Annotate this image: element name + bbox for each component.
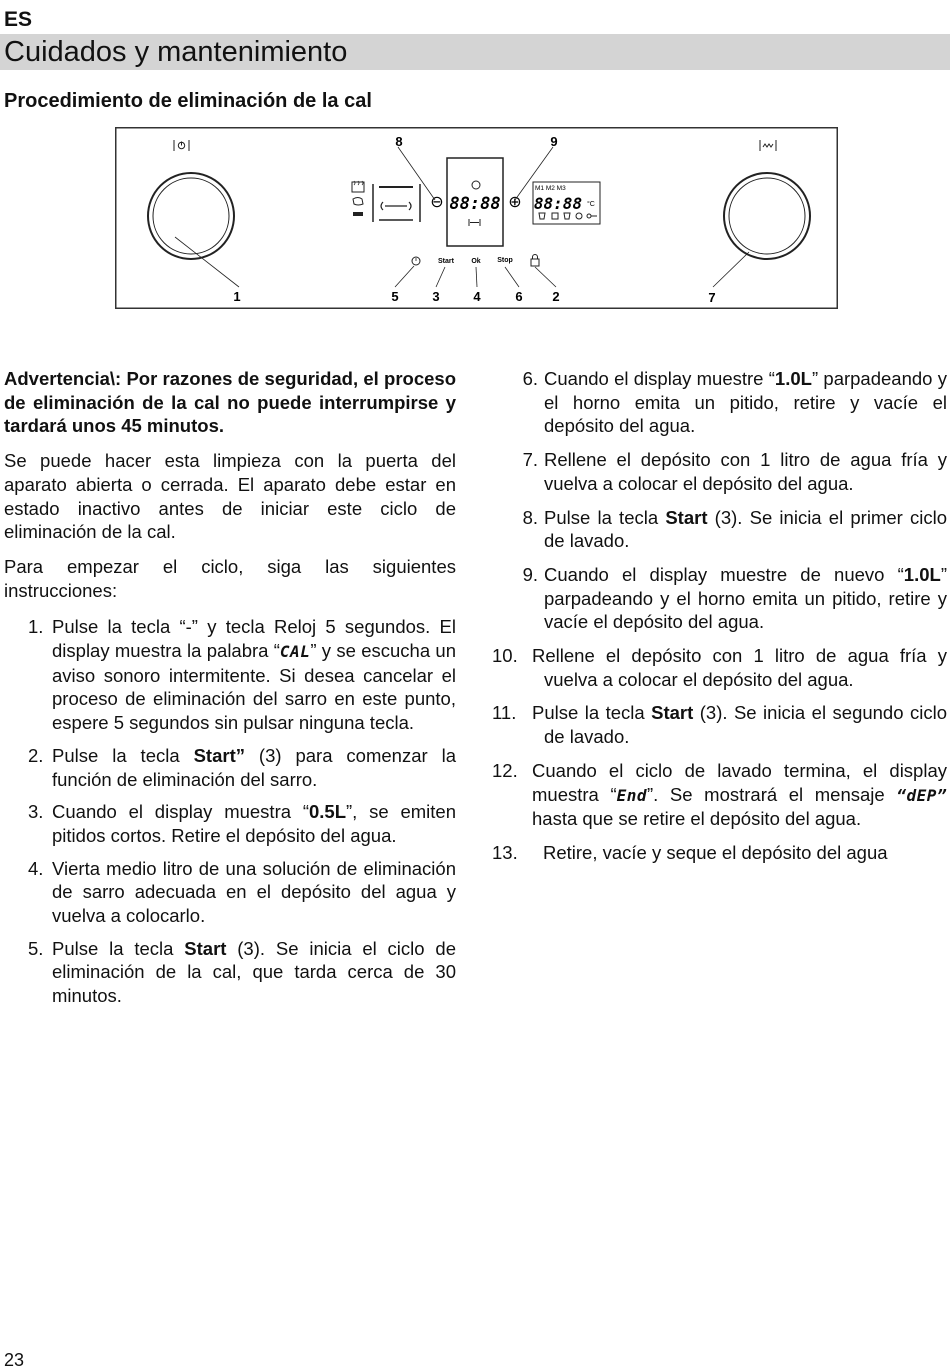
list-item: 5. Pulse la tecla Start (3). Se inicia el ciclo de eliminación de la cal, que tarda cerca de 30 minutos. [28, 937, 456, 1007]
minus-button: ⊖ [430, 192, 444, 211]
list-item: 8. Pulse la tecla Start (3). Se inicia el primer ciclo de lavado. [492, 506, 947, 553]
instructions-intro: Para empezar el ciclo, siga las siguientes instrucciones: [4, 555, 456, 601]
list-item: 13. Retire, vacíe y seque el depósito del agua [492, 841, 888, 863]
list-item: 6. Cuando el display muestre “1.0L” parpadeando y el horno emita un pitido, retire y vacíe el depósito del agua. [492, 367, 947, 438]
right-column [492, 367, 947, 875]
step-number: 4. [28, 857, 44, 879]
start-button: Start [438, 258, 454, 265]
step-number: 12. [492, 759, 518, 781]
steps-list-right [492, 367, 947, 865]
clock-digits: 88:88 [449, 194, 501, 214]
callout-8: 8 [395, 134, 403, 149]
memory-labels: M1 M2 M3 [535, 185, 566, 192]
plus-button: ⊕ [508, 192, 522, 211]
step-number: 10. [492, 645, 518, 667]
list-item: 1. Pulse la tecla “-” y tecla Reloj 5 segundos. El display muestra la palabra “CAL” y se escucha un aviso sonoro intermitente. Si desea cancelar el proceso de eliminación del sarro en este punto, espere 5 segundos sin pulsar ninguna tecla. [28, 616, 456, 734]
callout-9: 9 [550, 134, 558, 149]
step-number: 9. [522, 563, 538, 585]
display-code: CAL [279, 642, 311, 662]
list-item: 10. Rellene el depósito con 1 litro de agua fría y vuelva a colocar el depósito del agua. [492, 645, 947, 690]
step-number: 6. [522, 368, 538, 389]
list-item: 7. Rellene el depósito con 1 litro de agua fría y vuelva a colocar el depósito del agua. [492, 448, 947, 495]
warning-paragraph: Advertencia\: Por razones de seguridad, el proceso de eliminación de la cal no puede interrumpirse y tardará unos 45 minutos. [4, 368, 456, 437]
callout-6: 6 [515, 289, 523, 304]
ok-button: Ok [471, 258, 481, 265]
section-subtitle: Procedimiento de eliminación de la cal [4, 90, 372, 112]
left-knob [148, 173, 234, 259]
celsius-unit: °C [587, 201, 595, 208]
stop-button: Stop [497, 257, 513, 264]
callout-7: 7 [708, 290, 716, 305]
right-knob [724, 173, 810, 259]
list-item: 9. Cuando el display muestre de nuevo “1.0L” parpadeando y el horno emita un pitido, retire y vacíe el depósito del agua. [492, 563, 947, 634]
step-number: 1. [28, 616, 44, 638]
step-number: 11. [492, 702, 517, 724]
step-number: 3. [28, 801, 44, 823]
callout-5: 5 [391, 289, 399, 304]
list-item: 2. Pulse la tecla Start” (3) para comenzar la función de eliminación del sarro. [28, 744, 456, 790]
display-code: End [616, 785, 648, 805]
step-number: 7. [522, 449, 538, 471]
step-number: 13. [492, 841, 518, 863]
list-item: 11. Pulse la tecla Start (3). Se inicia el segundo ciclo de lavado. [492, 702, 947, 748]
intro-paragraph: Se puede hacer esta limpieza con la puerta del aparato abierta o cerrada. El aparato debe estar en estado inactivo antes de iniciar este ciclo de eliminación de la cal. [4, 450, 456, 543]
step-number: 8. [522, 506, 538, 528]
list-item: 3. Cuando el display muestra “0.5L”, se emiten pitidos cortos. Retire el depósito del agua. [28, 801, 456, 846]
callout-1: 1 [233, 289, 241, 304]
callout-2: 2 [552, 289, 560, 304]
step-number: 5. [28, 937, 44, 959]
list-item: 4. Vierta medio litro de una solución de eliminación de sarro adecuada en el depósito del agua y vuelva a colocarlo. [28, 857, 456, 927]
steps-list-left [4, 615, 456, 1008]
control-panel-diagram [115, 127, 838, 309]
step-number: 2. [28, 744, 44, 766]
page-number: 23 [4, 1350, 25, 1370]
temperature-digits: 88:88 [533, 194, 583, 213]
language-code: ES [4, 8, 33, 31]
callout-3: 3 [432, 289, 440, 304]
left-column [4, 367, 456, 1017]
display-code: “dEP” [896, 785, 947, 805]
page-title: Cuidados y mantenimiento [4, 36, 348, 68]
list-item: 12. Cuando el ciclo de lavado termina, el display muestra “End”. Se mostrará el mensaje “dEP” hasta que se retire el depósito del agua. [492, 759, 947, 830]
callout-4: 4 [473, 289, 481, 304]
